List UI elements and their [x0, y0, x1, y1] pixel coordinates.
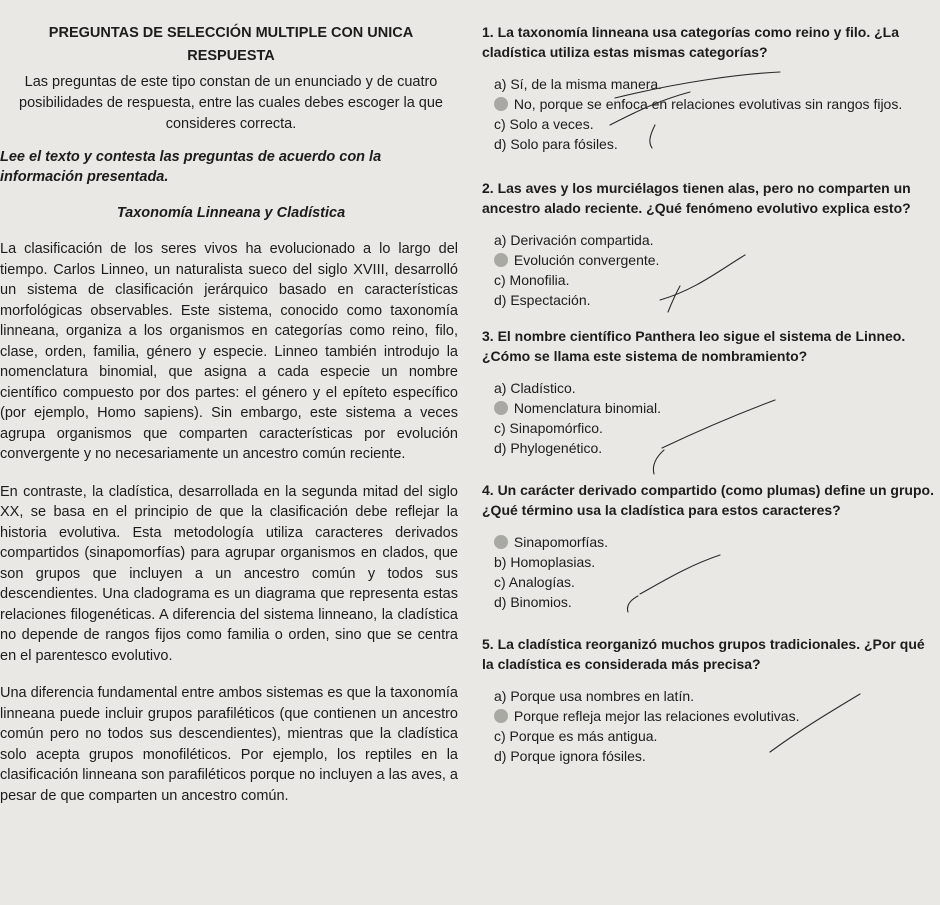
reading-paragraph-1: La clasificación de los seres vivos ha evolucionado a lo largo del tiempo. Carlos Linneo, un naturalista sueco del siglo XVIII, desarrolló un sistema de clasificación jerárquico basado en características morfológicas observables. Este sistema, conocido como taxonomía linneana, organiza a los organismos en categorías como reino, filo, clase, orden, familia, género y especie. Linneo también introdujo la nomenclatura binomial, que asigna a cada especie un nombre científico compuesto por dos partes: el género y el epíteto específico (por ejemplo, Homo sapiens). Sin embargo, este sistema a veces agrupa organismos que comparten características por evolución convergente y no necesariamente un ancestro común reciente. — [0, 241, 458, 462]
question-text: 4. Un carácter derivado compartido (como plumas) define un grupo. ¿Qué término usa la cladística para estos caracteres? — [482, 482, 934, 518]
answer-mark-icon — [494, 535, 508, 549]
question-2 — [480, 178, 935, 310]
option-label: d) Phylogenético. — [494, 440, 603, 456]
title-line-1: PREGUNTAS DE SELECCIÓN MULTIPLE CON UNICA — [48, 25, 414, 41]
reading-paragraph-3: Una diferencia fundamental entre ambos sistemas es que la taxonomía linneana puede incluir grupos parafiléticos (que contienen un ancestro común pero no todos sus descendientes), mientras que la cladística solo acepta grupos monofiléticos. Por ejemplo, los reptiles en la clasificación linneana son parafiléticos porque no incluyen a las aves, a pesar de que comparten un ancestro común. — [0, 685, 458, 804]
reading-title: Taxonomía Linneana y Cladística — [116, 205, 346, 221]
option-c[interactable] — [480, 726, 935, 746]
option-b-marked[interactable] — [480, 250, 935, 270]
right-column — [480, 22, 935, 778]
question-1 — [480, 22, 935, 154]
question-text: 2. Las aves y los murciélagos tienen alas, pero no comparten un ancestro alado reciente. ¿Qué fenómeno evolutivo explica esto? — [482, 180, 911, 216]
answer-mark-icon — [494, 401, 508, 415]
title-line-2: RESPUESTA — [187, 48, 275, 64]
option-d[interactable] — [480, 746, 935, 766]
left-column — [0, 22, 462, 823]
option-label: c) Sinapomórfico. — [494, 420, 603, 436]
option-label: d) Espectación. — [494, 292, 591, 308]
option-a[interactable] — [480, 378, 935, 398]
option-label: a) Sí, de la misma manera. — [494, 76, 663, 92]
option-label: c) Analogías. — [494, 574, 575, 590]
instruction-text: Lee el texto y contesta las preguntas de acuerdo con la información presentada. — [0, 149, 382, 185]
option-label: d) Solo para fósiles. — [494, 136, 618, 152]
option-b[interactable] — [480, 552, 935, 572]
option-label: Porque refleja mejor las relaciones evolutivas. — [513, 708, 800, 724]
question-4 — [480, 480, 935, 612]
option-a-marked[interactable] — [480, 532, 935, 552]
option-label: c) Solo a veces. — [494, 116, 594, 132]
reading-paragraph-2: En contraste, la cladística, desarrollada en la segunda mitad del siglo XX, se basa en el principio de que la clasificación debe reflejar la historia evolutiva. Esta metodología utiliza caracteres derivados compartidos (sinapomorfías) para agrupar organismos en clados, que son grupos que incluyen a un ancestro común y todos sus descendientes. Una cladograma es un diagrama que representa estas relaciones filogenéticas. A diferencia del sistema linneano, la cladística no depende de rangos fijos como familia o orden, sino que se centra en el parentesco evolutivo. — [0, 483, 458, 664]
option-a[interactable] — [480, 230, 935, 250]
option-a[interactable] — [480, 74, 935, 94]
intro-text: Las preguntas de este tipo constan de un enunciado y de cuatro posibilidades de respuesta, entre las cuales debes escoger la que consideres correcta. — [19, 74, 443, 132]
option-c[interactable] — [480, 418, 935, 438]
option-label: a) Porque usa nombres en latín. — [494, 688, 695, 704]
option-d[interactable] — [480, 592, 935, 612]
option-d[interactable] — [480, 290, 935, 310]
option-d[interactable] — [480, 134, 935, 154]
option-label: a) Cladístico. — [494, 380, 576, 396]
option-c[interactable] — [480, 270, 935, 290]
option-label: Nomenclatura binomial. — [513, 400, 661, 416]
answer-mark-icon — [494, 97, 508, 111]
option-b-marked[interactable] — [480, 706, 935, 726]
question-text: 1. La taxonomía linneana usa categorías como reino y filo. ¿La cladística utiliza estas mismas categorías? — [482, 24, 899, 60]
option-label: d) Porque ignora fósiles. — [494, 748, 646, 764]
option-c[interactable] — [480, 572, 935, 592]
question-5 — [480, 634, 935, 766]
question-text: 3. El nombre científico Panthera leo sigue el sistema de Linneo. ¿Cómo se llama este sistema de nombramiento? — [482, 328, 906, 364]
option-label: a) Derivación compartida. — [494, 232, 654, 248]
question-text: 5. La cladística reorganizó muchos grupos tradicionales. ¿Por qué la cladística es considerada más precisa? — [482, 636, 925, 672]
option-label: c) Monofilia. — [494, 272, 570, 288]
option-label: Sinapomorfías. — [513, 534, 609, 550]
option-label: No, porque se enfoca en relaciones evolutivas sin rangos fijos. — [513, 96, 903, 112]
option-b-marked[interactable] — [480, 398, 935, 418]
option-b-marked[interactable] — [480, 94, 935, 114]
option-c[interactable] — [480, 114, 935, 134]
question-3 — [480, 326, 935, 458]
option-label: b) Homoplasias. — [494, 554, 596, 570]
option-a[interactable] — [480, 686, 935, 706]
option-d[interactable] — [480, 438, 935, 458]
answer-mark-icon — [494, 253, 508, 267]
option-label: Evolución convergente. — [513, 252, 660, 268]
worksheet-title — [0, 22, 462, 68]
answer-mark-icon — [494, 709, 508, 723]
option-label: c) Porque es más antigua. — [494, 728, 658, 744]
option-label: d) Binomios. — [494, 594, 572, 610]
